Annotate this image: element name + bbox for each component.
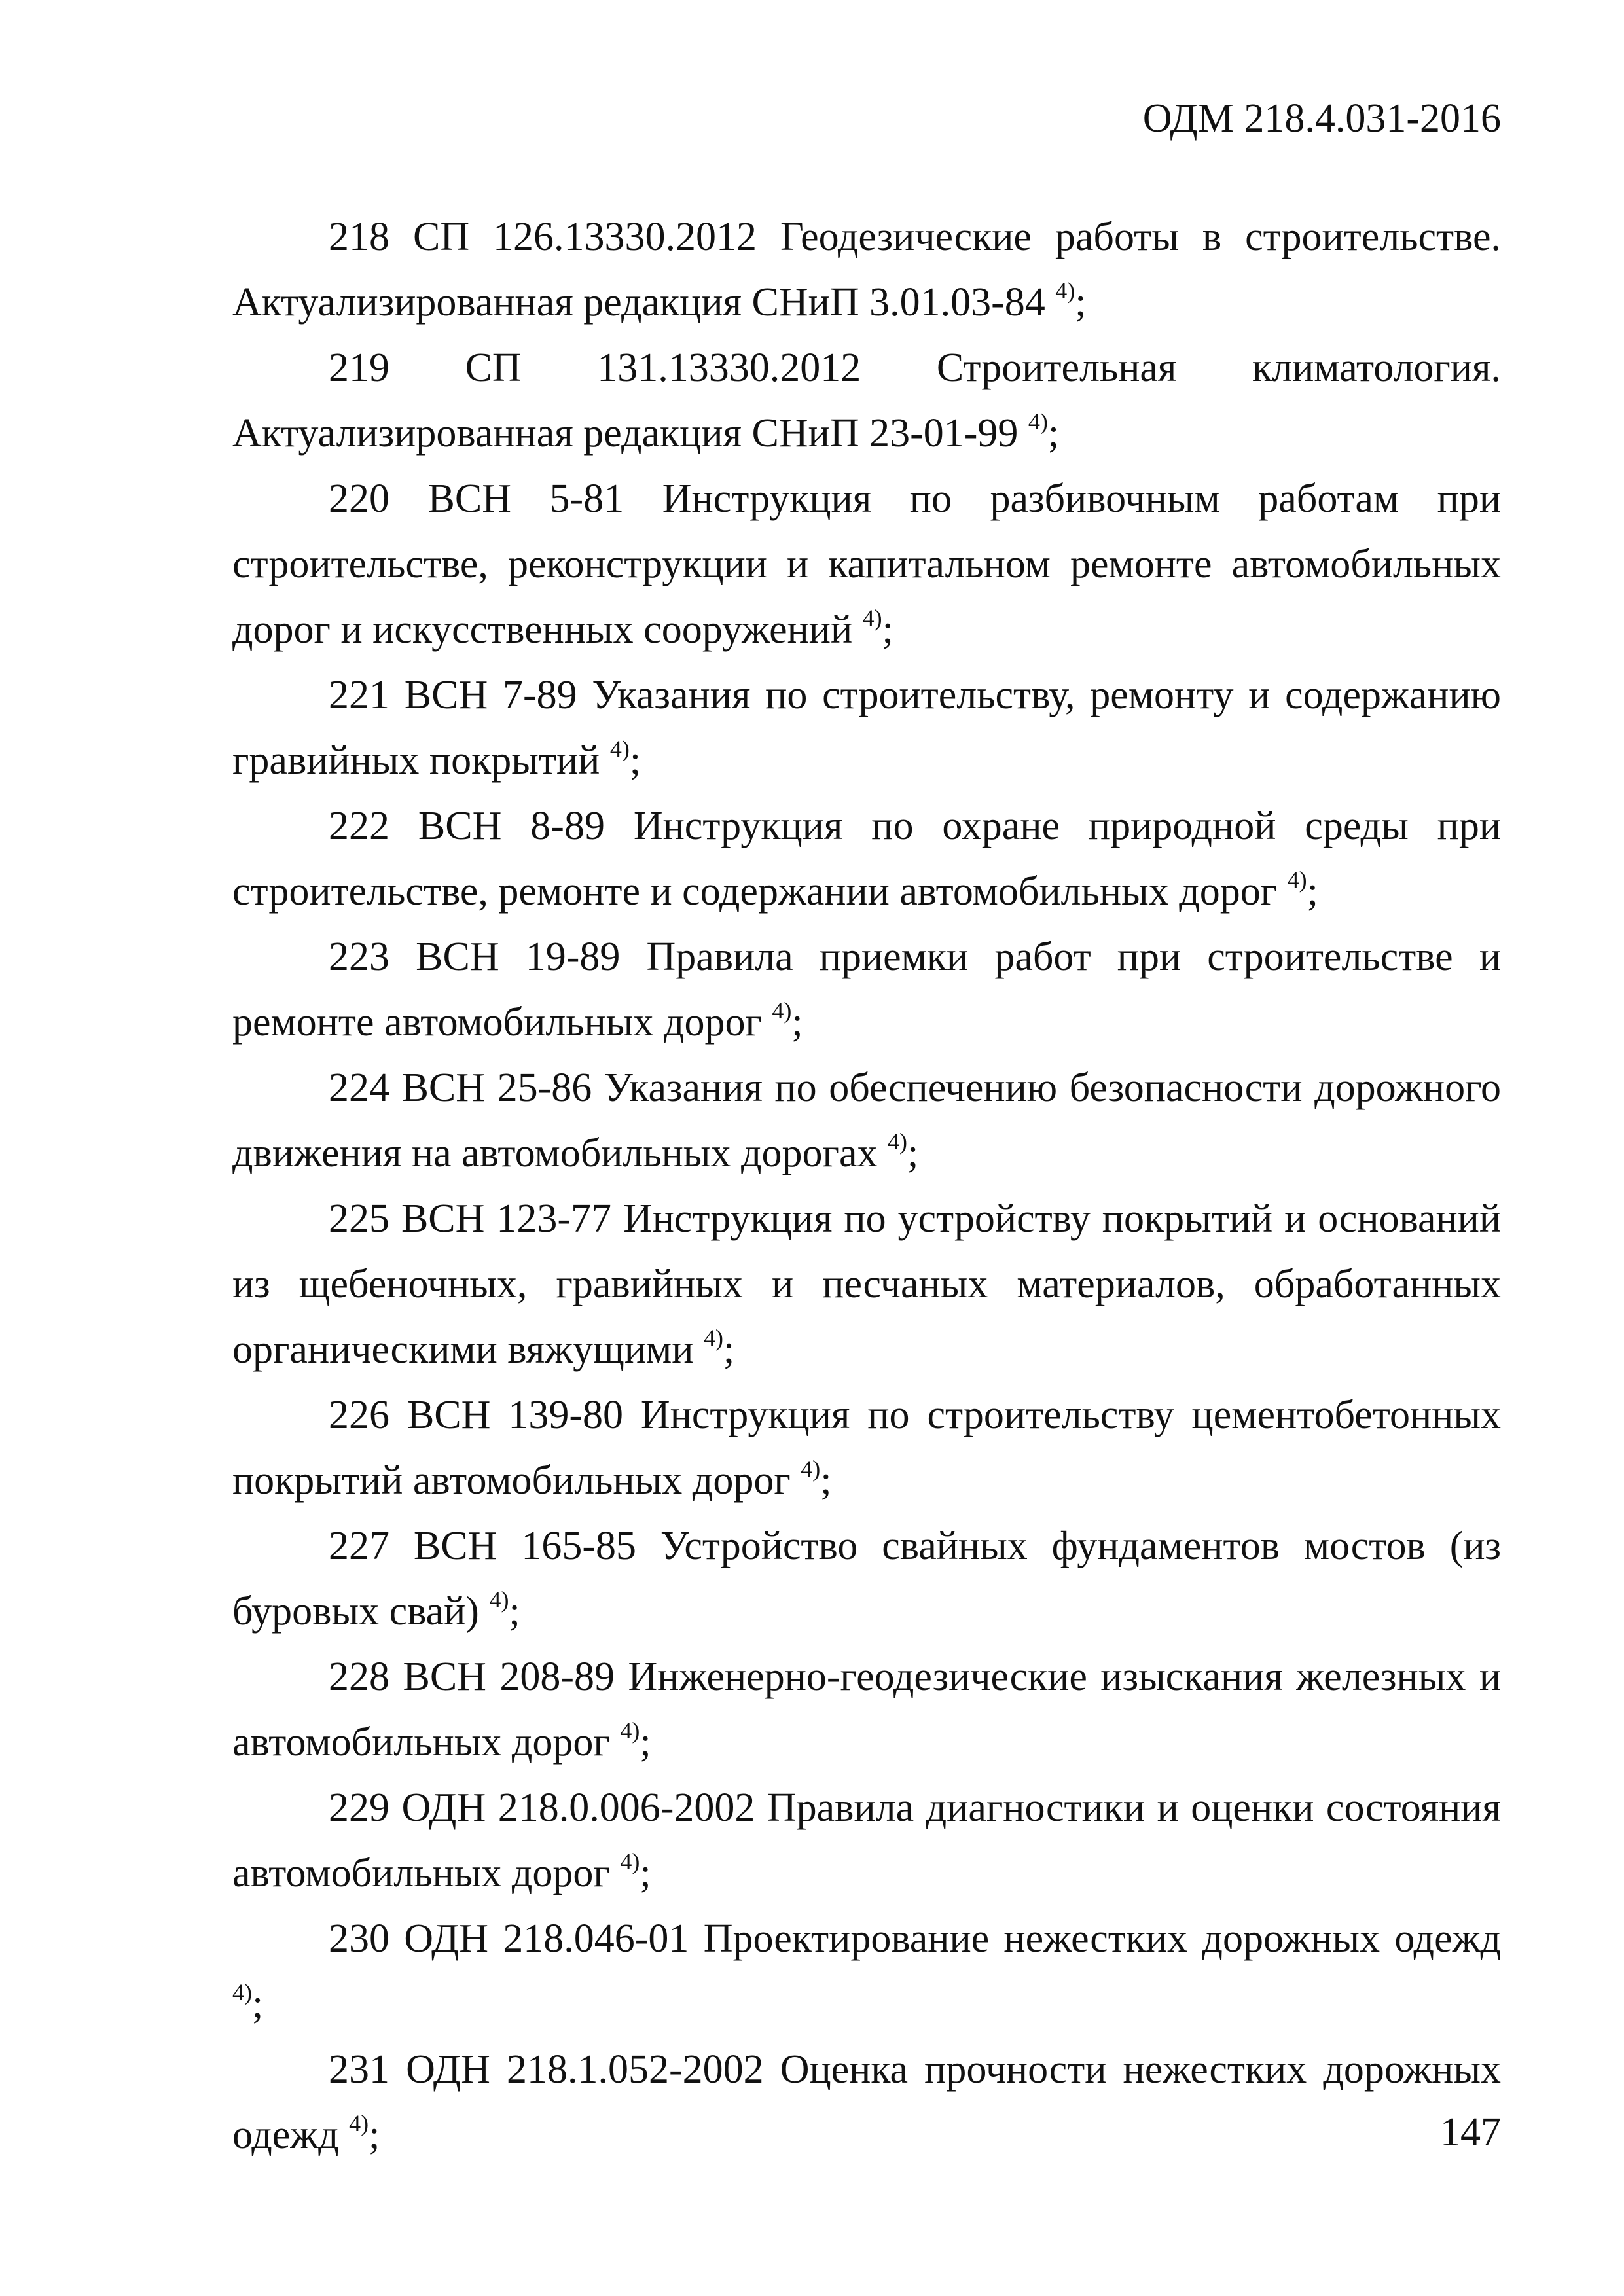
reference-entry xyxy=(232,1906,1501,2037)
entry-text: ВСН 5-81 Инструкция по разбивочным работам при строительстве, реконструкции и капитальном ремонте автомобильных дорог и искусственных сооружений xyxy=(232,476,1502,652)
entry-number: 229 xyxy=(329,1785,389,1830)
entry-text: ВСН 19-89 Правила приемки работ при строительстве и ремонте автомобильных дорог xyxy=(232,935,1501,1045)
reference-entry xyxy=(232,1644,1501,1775)
entry-number: 223 xyxy=(329,935,389,979)
entry-number: 226 xyxy=(329,1393,389,1437)
reference-entry xyxy=(232,1382,1501,1513)
reference-entry xyxy=(232,793,1501,924)
entry-text: СП 131.13330.2012 Строительная климатология. Актуализированная редакция СНиП 23-01-99 xyxy=(232,346,1502,456)
footnote-marker: 4) xyxy=(887,1128,907,1155)
entry-text: ВСН 25-86 Указания по обеспечению безопасности дорожного движения на автомобильных дорогах xyxy=(232,1066,1501,1175)
entry-text: ВСН 8-89 Инструкция по охране природной среды при строительстве, ремонте и содержании автомобильных дорог xyxy=(232,804,1501,914)
page-number: 147 xyxy=(1440,2110,1501,2155)
reference-entry xyxy=(232,1186,1501,1382)
reference-entry xyxy=(232,466,1501,662)
entry-number: 221 xyxy=(329,673,389,717)
entry-number: 228 xyxy=(329,1655,389,1699)
entry-terminator: ; xyxy=(882,607,893,652)
reference-entry xyxy=(232,662,1501,793)
reference-entry xyxy=(232,1055,1501,1186)
entry-text: СП 126.13330.2012 Геодезические работы в строительстве. Актуализированная редакция СНиП 3.01.03-84 xyxy=(232,215,1502,325)
footnote-marker: 4) xyxy=(772,997,792,1024)
footnote-marker: 4) xyxy=(232,1979,252,2006)
footnote-marker: 4) xyxy=(1055,278,1075,304)
entry-terminator: ; xyxy=(820,1458,832,1503)
entry-terminator: ; xyxy=(1075,280,1087,325)
entry-number: 222 xyxy=(329,804,389,848)
entry-text: ВСН 123-77 Инструкция по устройству покрытий и оснований из щебеночных, гравийных и песчаных материалов, обработанных органическими вяжущими xyxy=(232,1196,1502,1372)
reference-entry xyxy=(232,1513,1501,1644)
entry-terminator: ; xyxy=(1307,869,1318,914)
footnote-marker: 4) xyxy=(1028,408,1048,435)
entry-number: 220 xyxy=(329,476,389,521)
document-code-header: ОДМ 218.4.031-2016 xyxy=(1142,96,1501,141)
entry-terminator: ; xyxy=(640,1851,651,1895)
entry-number: 225 xyxy=(329,1196,389,1241)
entry-number: 218 xyxy=(329,215,389,259)
footnote-marker: 4) xyxy=(1287,867,1307,893)
entry-terminator: ; xyxy=(369,2113,380,2157)
entry-number: 227 xyxy=(329,1524,389,1568)
footnote-marker: 4) xyxy=(620,1717,640,1744)
reference-entry xyxy=(232,924,1501,1055)
reference-entry xyxy=(232,1775,1501,1906)
entry-text: ВСН 165-85 Устройство свайных фундаментов мостов (из буровых свай) xyxy=(232,1524,1502,1634)
reference-entry xyxy=(232,335,1501,466)
entry-text: ОДН 218.1.052-2002 Оценка прочности нежестких дорожных одежд xyxy=(232,2047,1502,2157)
entry-terminator: ; xyxy=(723,1327,735,1372)
entry-terminator: ; xyxy=(640,1720,651,1765)
reference-list xyxy=(232,204,1501,2168)
entry-number: 230 xyxy=(329,1916,389,1961)
entry-number: 231 xyxy=(329,2047,389,2092)
entry-terminator: ; xyxy=(252,1982,264,2026)
footnote-marker: 4) xyxy=(703,1325,723,1352)
reference-entry xyxy=(232,204,1501,335)
entry-text: ВСН 208-89 Инженерно-геодезические изыскания железных и автомобильных дорог xyxy=(232,1655,1502,1765)
entry-text: ВСН 139-80 Инструкция по строительству цементобетонных покрытий автомобильных дорог xyxy=(232,1393,1501,1503)
footnote-marker: 4) xyxy=(620,1848,640,1875)
reference-entry xyxy=(232,2037,1501,2168)
entry-text: ОДН 218.046-01 Проектирование нежестких дорожных одежд xyxy=(404,1916,1501,1961)
entry-text: ВСН 7-89 Указания по строительству, ремонту и содержанию гравийных покрытий xyxy=(232,673,1501,783)
entry-number: 224 xyxy=(329,1066,389,1110)
footnote-marker: 4) xyxy=(862,605,882,632)
entry-terminator: ; xyxy=(629,738,641,783)
entry-number: 219 xyxy=(329,346,389,390)
entry-terminator: ; xyxy=(1047,411,1060,456)
footnote-marker: 4) xyxy=(489,1587,509,1613)
footnote-marker: 4) xyxy=(801,1456,821,1482)
entry-terminator: ; xyxy=(907,1131,919,1175)
entry-terminator: ; xyxy=(509,1589,520,1634)
entry-text: ОДН 218.0.006-2002 Правила диагностики и оценки состояния автомобильных дорог xyxy=(232,1785,1502,1895)
footnote-marker: 4) xyxy=(609,736,630,762)
entry-terminator: ; xyxy=(791,1000,803,1045)
footnote-marker: 4) xyxy=(349,2110,369,2137)
